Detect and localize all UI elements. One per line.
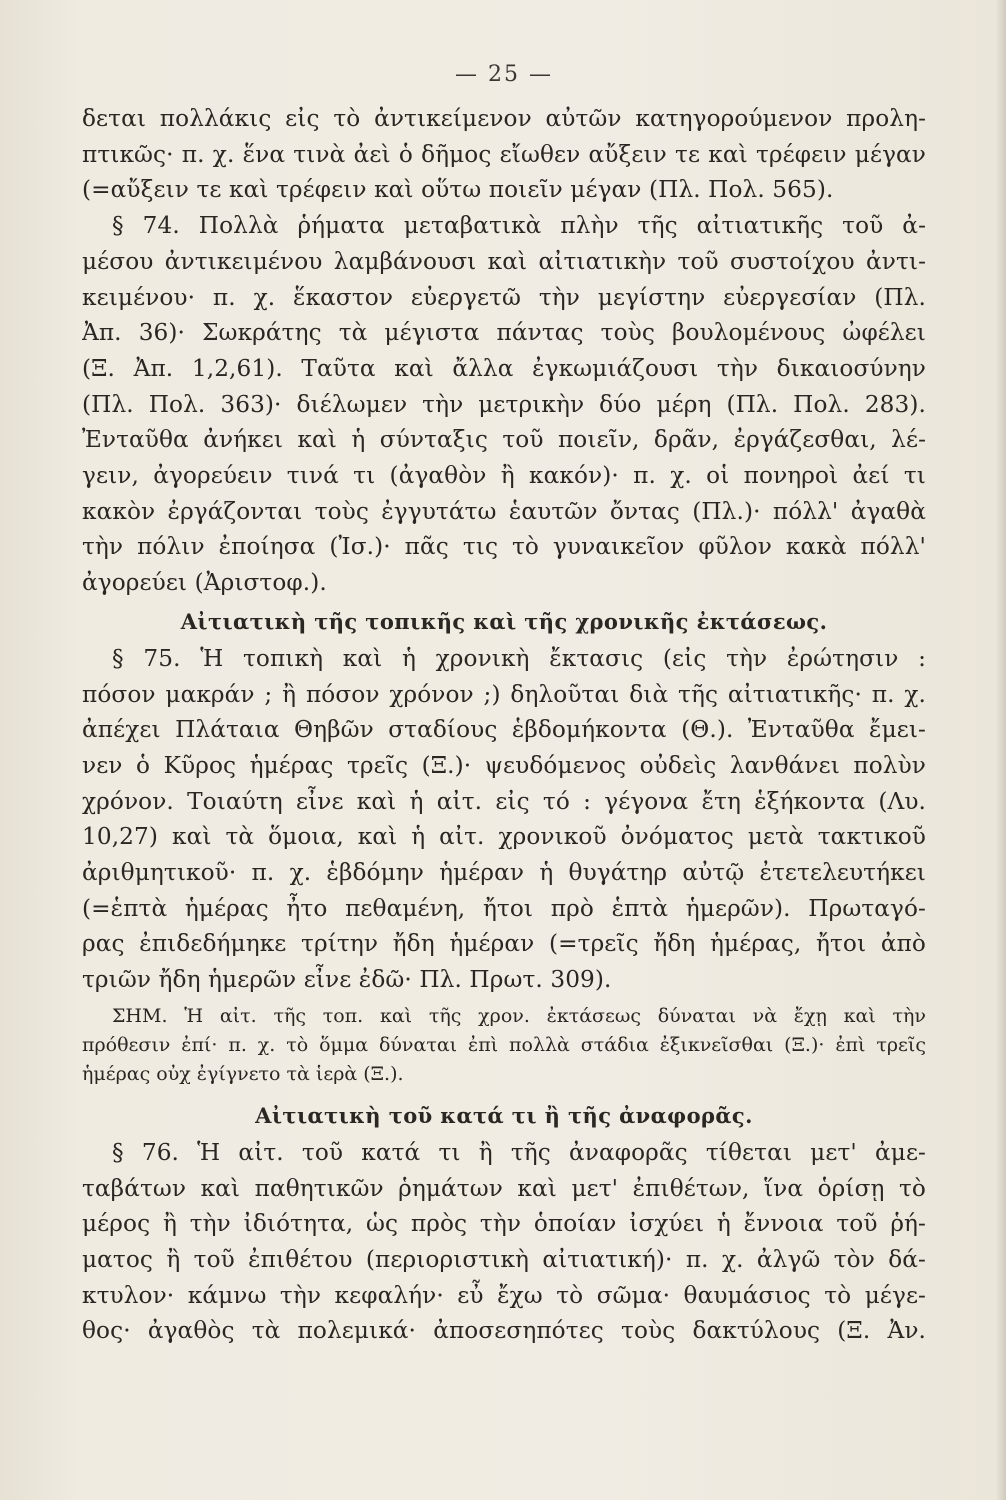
- text-line: ἀγορεύει (Ἀριστοφ.).: [82, 569, 327, 597]
- text-line: πόσον μακράν ; ἢ πόσον χρόνον ;) δηλοῦται διὰ τῆς αἰτιατικῆς· π. χ.: [82, 680, 926, 708]
- section-heading-reference: Αἰτιατικὴ τοῦ κατά τι ἢ τῆς ἀναφορᾶς.: [255, 1102, 753, 1128]
- text-line: § 74. Πολλὰ ῥήματα μεταβατικὰ πλὴν τῆς αἰτιατικῆς τοῦ ἀ-: [112, 212, 926, 240]
- page-number: — 25 —: [455, 62, 553, 87]
- text-line: τὴν πόλιν ἐποίησα (Ἰσ.)· πᾶς τις τὸ γυναικεῖον φῦλον κακὰ πόλλ': [82, 533, 926, 561]
- text-line: κακὸν ἐργάζονται τοὺς ἐγγυτάτω ἑαυτῶν ὄντας (Πλ.)· πόλλ' ἀγαθὰ: [82, 497, 926, 525]
- text-line: ἀπέχει Πλάταια Θηβῶν σταδίους ἑβδομήκοντα (Θ.). Ἐνταῦθα ἔμει-: [82, 716, 926, 744]
- section-74: [82, 208, 926, 601]
- text-line: κειμένου· π. χ. ἕκαστον εὐεργετῶ τὴν μεγίστην εὐεργεσίαν (Πλ.: [82, 283, 926, 311]
- text-line: Ἐνταῦθα ἀνήκει καὶ ἡ σύνταξις τοῦ ποιεῖν, δρᾶν, ἐργάζεσθαι, λέ-: [82, 426, 926, 454]
- text-line: ταβάτων καὶ παθητικῶν ῥημάτων καὶ μετ' ἐπιθέτων, ἵνα ὁρίσῃ τὸ: [82, 1174, 926, 1202]
- text-line: § 75. Ἡ τοπικὴ καὶ ἡ χρονικὴ ἔκτασις (εἰς τὴν ἐρώτησιν :: [112, 644, 926, 672]
- page-edge: [996, 0, 1006, 1500]
- text-line: νεν ὁ Κῦρος ἡμέρας τρεῖς (Ξ.)· ψευδόμενος οὐδεὶς λανθάνει πολὺν: [82, 751, 926, 779]
- text-line: χρόνον. Τοιαύτη εἶνε καὶ ἡ αἰτ. εἰς τό : γέγονα ἔτη ἑξήκοντα (Λυ.: [82, 787, 926, 815]
- text-line: ἀριθμητικοῦ· π. χ. ἑβδόμην ἡμέραν ἡ θυγάτηρ αὐτῷ ἐτετελευτήκει: [82, 859, 926, 887]
- note-line: ἡμέρας οὐχ ἐγίγνετο τὰ ἱερὰ (Ξ.).: [82, 1062, 404, 1085]
- text-line: μέρος ἢ τὴν ἰδιότητα, ὡς πρὸς τὴν ὁποίαν ἰσχύει ἡ ἔννοια τοῦ ῥή-: [82, 1210, 926, 1238]
- text-line: μέσου ἀντικειμένου λαμβάνουσι καὶ αἰτιατικὴν τοῦ συστοίχου ἀντι-: [82, 247, 926, 275]
- text-line: πτικῶς· π. χ. ἕνα τινὰ ἀεὶ ὁ δῆμος εἴωθεν αὔξειν τε καὶ τρέφειν μέγαν: [82, 140, 926, 168]
- text-line: Ἀπ. 36)· Σωκράτης τὰ μέγιστα πάντας τοὺς βουλομένους ὠφέλει: [82, 319, 926, 347]
- paragraph-continuation: [82, 101, 926, 208]
- text-line: δεται πολλάκις εἰς τὸ ἀντικείμενον αὐτῶν κατηγορούμενον προλη-: [82, 105, 926, 132]
- text-line: ματος ἢ τοῦ ἐπιθέτου (περιοριστικὴ αἰτιατική)· π. χ. ἀλγῶ τὸν δά-: [82, 1245, 926, 1273]
- section-heading-extent: Αἰτιατικὴ τῆς τοπικῆς καὶ τῆς χρονικῆς ἐκτάσεως.: [180, 608, 828, 634]
- note-block: [82, 1002, 926, 1089]
- section-76: [82, 1135, 926, 1349]
- text-line: τριῶν ἤδη ἡμερῶν εἶνε ἐδῶ· Πλ. Πρωτ. 309).: [82, 966, 612, 994]
- text-line: ρας ἐπιδεδήμηκε τρίτην ἤδη ἡμέραν (=τρεῖς ἤδη ἡμέρας, ἤτοι ἀπὸ: [82, 930, 926, 958]
- text-line: 10,27) καὶ τὰ ὅμοια, καὶ ἡ αἰτ. χρονικοῦ ὀνόματος μετὰ τακτικοῦ: [82, 823, 926, 851]
- text-line: γειν, ἀγορεύειν τινά τι (ἀγαθὸν ἢ κακόν)· π. χ. οἱ πονηροὶ ἀεί τι: [82, 462, 926, 490]
- note-line: ΣΗΜ. Ἡ αἰτ. τῆς τοπ. καὶ τῆς χρον. ἐκτάσεως δύναται νὰ ἔχῃ καὶ τὴν: [112, 1004, 926, 1027]
- text-line: (=ἑπτὰ ἡμέρας ἦτο πεθαμένη, ἤτοι πρὸ ἑπτὰ ἡμερῶν). Πρωταγό-: [82, 894, 926, 922]
- text-line: (=αὔξειν τε καὶ τρέφειν καὶ οὕτω ποιεῖν μέγαν (Πλ. Πολ. 565).: [82, 176, 834, 204]
- text-line: (Πλ. Πολ. 363)· διέλωμεν τὴν μετρικὴν δύο μέρη (Πλ. Πολ. 283).: [82, 390, 926, 418]
- note-line: πρόθεσιν ἐπί· π. χ. τὸ ὅμμα δύναται ἐπὶ πολλὰ στάδια ἐξικνεῖσθαι (Ξ.)· ἐπὶ τρεῖς: [82, 1033, 926, 1056]
- text-line: (Ξ. Ἀπ. 1,2,61). Ταῦτα καὶ ἄλλα ἐγκωμιάζουσι τὴν δικαιοσύνην: [82, 354, 926, 382]
- text-line: θος· ἀγαθὸς τὰ πολεμικά· ἀποσεσηπότες τοὺς δακτύλους (Ξ. Ἀν.: [82, 1317, 926, 1345]
- text-line: κτυλον· κάμνω τὴν κεφαλήν· εὖ ἔχω τὸ σῶμα· θαυμάσιος τὸ μέγε-: [82, 1281, 926, 1309]
- section-75: [82, 641, 926, 998]
- text-line: § 76. Ἡ αἰτ. τοῦ κατά τι ἢ τῆς ἀναφορᾶς τίθεται μετ' ἀμε-: [112, 1138, 926, 1166]
